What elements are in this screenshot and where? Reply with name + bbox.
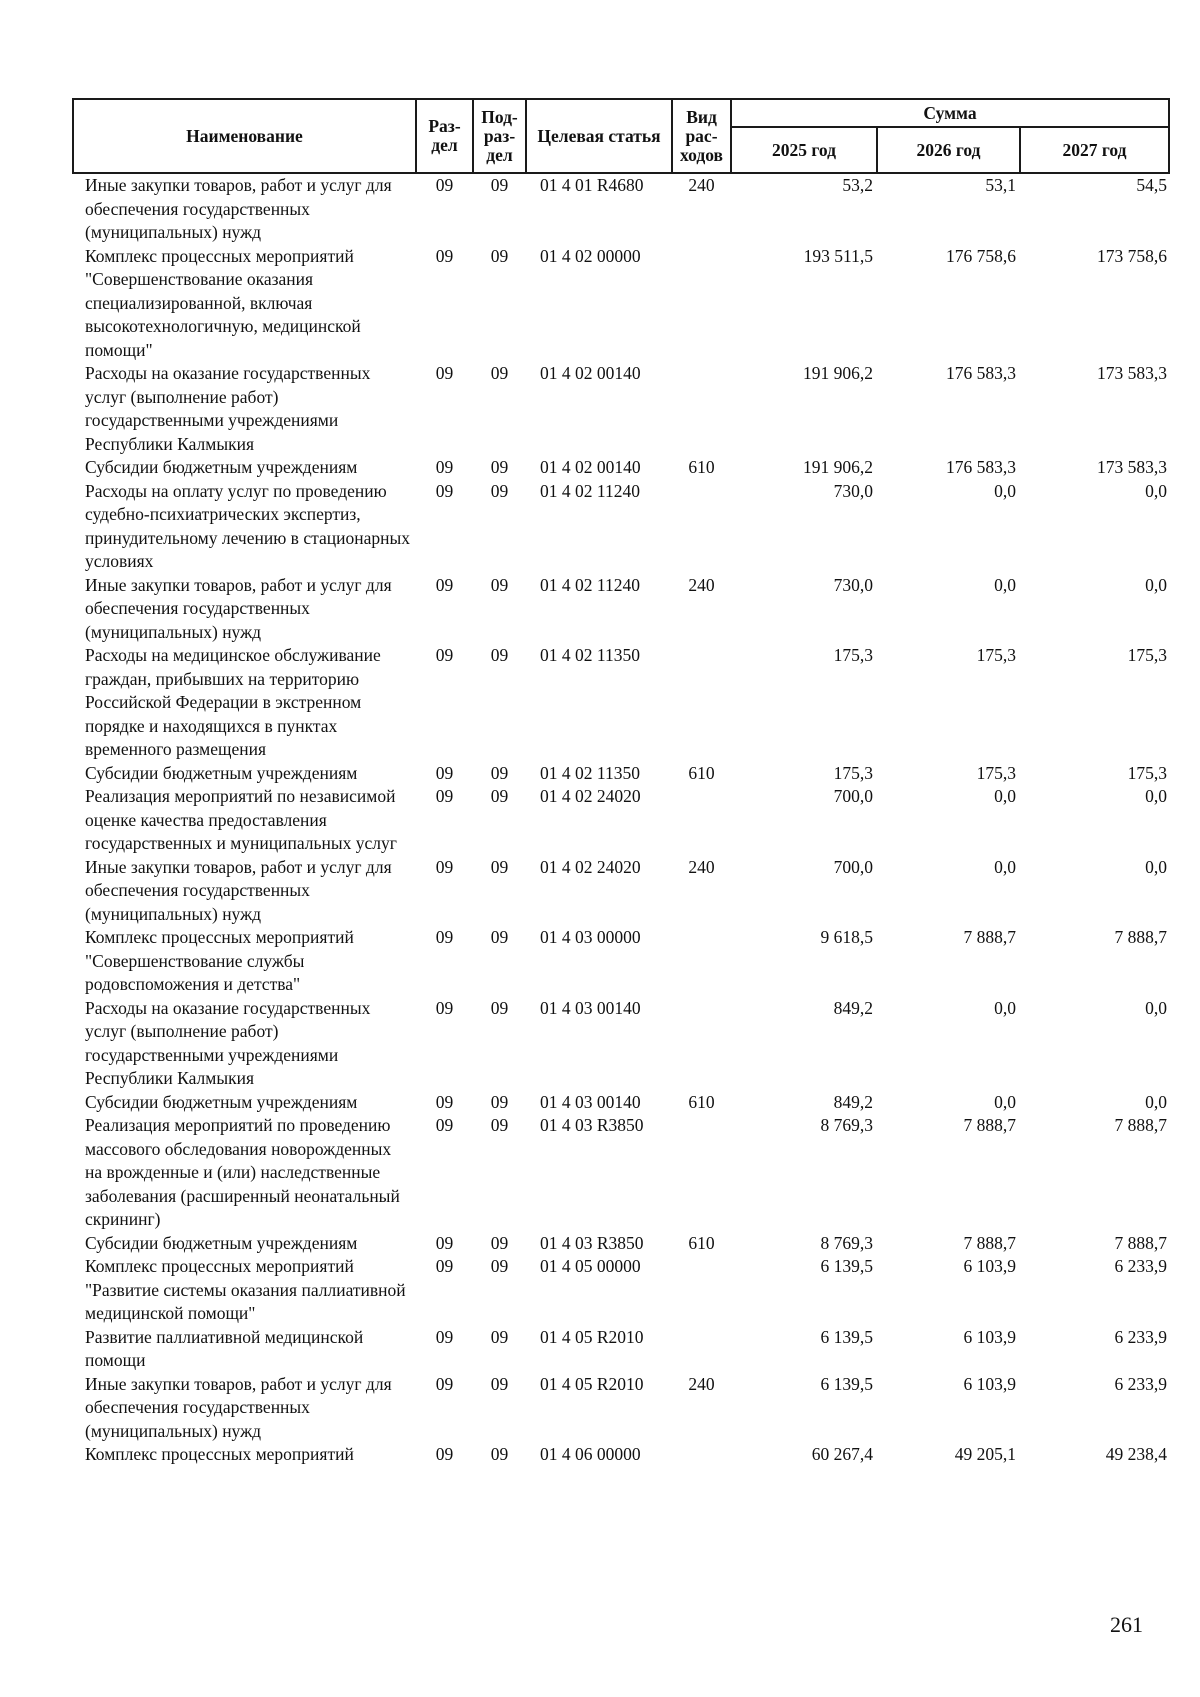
table-row: [73, 574, 1169, 645]
row-razdel: 09: [435, 457, 454, 477]
row-sum-2027: 6 233,9: [1114, 1373, 1167, 1394]
header-year-2025: 2025 год: [731, 127, 877, 173]
row-vid-rashodov: 240: [688, 856, 715, 877]
row-vid-rashodov: [672, 997, 731, 1091]
row-sum-2027: 0,0: [1145, 574, 1167, 595]
row-sum-2027: 173 583,3: [1097, 457, 1167, 477]
table-row: [73, 1114, 1169, 1232]
row-razdel: 09: [435, 1326, 454, 1347]
row-sum-2026: 6 103,9: [963, 1373, 1016, 1394]
header-name: Наименование: [73, 99, 416, 173]
row-celevaya-statya: 01 4 02 00140: [540, 457, 641, 477]
row-name: Комплекс процессных мероприятий: [85, 1444, 354, 1464]
row-sum-2027: 175,3: [1127, 645, 1167, 665]
row-sum-2027: 49 238,4: [1105, 1444, 1167, 1464]
table-row: [73, 856, 1169, 927]
row-sum-2027: 7 888,7: [1114, 927, 1167, 947]
row-sum-2027: 0,0: [1145, 997, 1167, 1018]
row-razdel: 09: [435, 245, 454, 266]
row-celevaya-statya: 01 4 05 R2010: [540, 1373, 644, 1394]
table-row: [73, 1443, 1169, 1467]
row-razdel: 09: [435, 175, 454, 195]
row-podrazdel: 09: [490, 245, 509, 266]
row-sum-2025: 6 139,5: [820, 1373, 873, 1394]
row-sum-2026: 0,0: [994, 480, 1016, 501]
table-row: [73, 1255, 1169, 1326]
row-sum-2027: 0,0: [1145, 856, 1167, 877]
table-row: [73, 245, 1169, 363]
row-celevaya-statya: 01 4 05 00000: [540, 1256, 641, 1276]
row-celevaya-statya: 01 4 03 00140: [540, 997, 641, 1018]
row-sum-2027: 173 758,6: [1097, 245, 1167, 266]
row-podrazdel: 09: [490, 1256, 509, 1276]
row-celevaya-statya: 01 4 03 R3850: [540, 1232, 644, 1253]
row-name: Комплекс процессных мероприятий "Развитие системы оказания паллиативной медицинской помощи": [85, 1256, 406, 1323]
row-celevaya-statya: 01 4 06 00000: [540, 1444, 641, 1464]
table-row: [73, 644, 1169, 762]
table-row: [73, 762, 1169, 786]
row-name: Расходы на оплату услуг по проведению судебно-психиатрических экспертиз, принудительному лечению в стационарных условиях: [85, 480, 410, 571]
row-celevaya-statya: 01 4 03 R3850: [540, 1115, 644, 1135]
row-podrazdel: 09: [490, 762, 509, 783]
row-sum-2027: 54,5: [1136, 175, 1167, 195]
row-name: Субсидии бюджетным учреждениям: [85, 457, 358, 477]
row-sum-2026: 176 583,3: [946, 363, 1016, 383]
row-podrazdel: 09: [490, 1373, 509, 1394]
row-vid-rashodov: 610: [688, 1091, 715, 1112]
row-name: Субсидии бюджетным учреждениям: [85, 1232, 358, 1253]
row-vid-rashodov: 240: [688, 1373, 715, 1394]
row-name: Реализация мероприятий по проведению массового обследования новорожденных на врожденные и (или) наследственные заболевания (расширенный неонатальный скрининг): [85, 1115, 400, 1229]
row-celevaya-statya: 01 4 01 R4680: [540, 175, 644, 195]
row-podrazdel: 09: [490, 1232, 509, 1253]
row-razdel: 09: [435, 1091, 454, 1112]
row-celevaya-statya: 01 4 05 R2010: [540, 1326, 644, 1347]
row-celevaya-statya: 01 4 03 00000: [540, 927, 641, 947]
row-sum-2026: 0,0: [994, 997, 1016, 1018]
row-vid-rashodov: [672, 480, 731, 574]
row-vid-rashodov: [672, 1326, 731, 1373]
row-sum-2027: 0,0: [1145, 480, 1167, 501]
row-vid-rashodov: [672, 1255, 731, 1326]
row-razdel: 09: [435, 363, 454, 383]
row-vid-rashodov: [672, 644, 731, 762]
row-sum-2025: 9 618,5: [820, 927, 873, 947]
row-razdel: 09: [435, 574, 454, 595]
row-razdel: 09: [435, 1373, 454, 1394]
row-podrazdel: 09: [490, 927, 509, 947]
header-podrazdel: Под- раз- дел: [473, 99, 526, 173]
row-sum-2025: 730,0: [833, 574, 873, 595]
row-sum-2027: 6 233,9: [1114, 1256, 1167, 1276]
row-podrazdel: 09: [490, 457, 509, 477]
row-name: Расходы на оказание государственных услуг (выполнение работ) государственными учреждениями Республики Калмыкия: [85, 997, 371, 1088]
row-vid-rashodov: 240: [688, 175, 715, 195]
row-vid-rashodov: [672, 926, 731, 997]
row-celevaya-statya: 01 4 02 00140: [540, 363, 641, 383]
table-row: [73, 1326, 1169, 1373]
row-podrazdel: 09: [490, 1444, 509, 1464]
table-row: [73, 456, 1169, 480]
row-sum-2025: 60 267,4: [811, 1444, 873, 1464]
row-sum-2025: 700,0: [833, 786, 873, 806]
row-sum-2025: 53,2: [842, 175, 873, 195]
row-razdel: 09: [435, 645, 454, 665]
row-podrazdel: 09: [490, 574, 509, 595]
row-name: Субсидии бюджетным учреждениям: [85, 1091, 358, 1112]
table-row: [73, 1373, 1169, 1444]
row-sum-2025: 6 139,5: [820, 1256, 873, 1276]
row-sum-2026: 6 103,9: [963, 1256, 1016, 1276]
row-sum-2025: 193 511,5: [803, 245, 873, 266]
row-podrazdel: 09: [490, 786, 509, 806]
row-podrazdel: 09: [490, 997, 509, 1018]
row-sum-2027: 173 583,3: [1097, 363, 1167, 383]
table-row: [73, 785, 1169, 856]
row-name: Развитие паллиативной медицинской помощи: [85, 1326, 364, 1370]
row-celevaya-statya: 01 4 02 11240: [540, 574, 640, 595]
row-sum-2026: 6 103,9: [963, 1326, 1016, 1347]
row-sum-2025: 700,0: [833, 856, 873, 877]
row-sum-2025: 849,2: [833, 997, 873, 1018]
budget-table: [72, 98, 1170, 1467]
row-razdel: 09: [435, 1444, 454, 1464]
row-sum-2026: 0,0: [994, 786, 1016, 806]
row-sum-2025: 8 769,3: [820, 1232, 873, 1253]
header-year-2026: 2026 год: [877, 127, 1020, 173]
row-name: Комплекс процессных мероприятий "Совершенствование службы родовспоможения и детства": [85, 927, 354, 994]
header-vid-rashodov: Вид рас- ходов: [672, 99, 731, 173]
row-sum-2025: 191 906,2: [803, 457, 873, 477]
table-body: [73, 173, 1169, 1467]
header-razdel: Раз- дел: [416, 99, 473, 173]
row-podrazdel: 09: [490, 856, 509, 877]
row-sum-2026: 0,0: [994, 856, 1016, 877]
row-celevaya-statya: 01 4 02 11240: [540, 480, 640, 501]
row-podrazdel: 09: [490, 1091, 509, 1112]
row-sum-2026: 7 888,7: [963, 1115, 1016, 1135]
row-sum-2027: 7 888,7: [1114, 1115, 1167, 1135]
row-razdel: 09: [435, 997, 454, 1018]
row-name: Комплекс процессных мероприятий "Совершенствование оказания специализированной, включая высокотехнологичную, медицинской помощи": [85, 245, 361, 360]
row-sum-2025: 849,2: [833, 1091, 873, 1112]
row-vid-rashodov: [672, 1443, 731, 1467]
row-vid-rashodov: [672, 245, 731, 363]
row-sum-2026: 175,3: [976, 762, 1016, 783]
row-sum-2026: 49 205,1: [954, 1444, 1016, 1464]
page-number: 261: [1110, 1612, 1143, 1637]
table-row: [73, 926, 1169, 997]
row-sum-2026: 7 888,7: [963, 1232, 1016, 1253]
row-razdel: 09: [435, 1256, 454, 1276]
row-podrazdel: 09: [490, 480, 509, 501]
row-name: Субсидии бюджетным учреждениям: [85, 762, 358, 783]
row-celevaya-statya: 01 4 02 24020: [540, 856, 641, 877]
row-sum-2026: 7 888,7: [963, 927, 1016, 947]
row-celevaya-statya: 01 4 02 11350: [540, 762, 640, 783]
row-sum-2026: 176 583,3: [946, 457, 1016, 477]
table-row: [73, 1232, 1169, 1256]
row-celevaya-statya: 01 4 02 00000: [540, 245, 641, 266]
row-vid-rashodov: [672, 362, 731, 456]
row-razdel: 09: [435, 762, 454, 783]
row-sum-2025: 175,3: [833, 762, 873, 783]
row-podrazdel: 09: [490, 1326, 509, 1347]
row-razdel: 09: [435, 786, 454, 806]
table-row: [73, 362, 1169, 456]
row-name: Расходы на оказание государственных услуг (выполнение работ) государственными учреждениями Республики Калмыкия: [85, 363, 371, 454]
row-celevaya-statya: 01 4 03 00140: [540, 1091, 641, 1112]
table-header: [73, 99, 1169, 173]
row-name: Иные закупки товаров, работ и услуг для обеспечения государственных (муниципальных) нужд: [85, 1373, 392, 1441]
row-vid-rashodov: 610: [688, 1232, 715, 1253]
row-sum-2025: 191 906,2: [803, 363, 873, 383]
row-sum-2027: 7 888,7: [1114, 1232, 1167, 1253]
row-sum-2025: 8 769,3: [820, 1115, 873, 1135]
header-year-2027: 2027 год: [1020, 127, 1169, 173]
table-row: [73, 1091, 1169, 1115]
row-sum-2027: 6 233,9: [1114, 1326, 1167, 1347]
row-sum-2026: 176 758,6: [946, 245, 1016, 266]
row-razdel: 09: [435, 927, 454, 947]
row-sum-2026: 53,1: [985, 175, 1016, 195]
row-sum-2027: 0,0: [1145, 1091, 1167, 1112]
header-celevaya-statya: Целевая статья: [526, 99, 672, 173]
row-vid-rashodov: 610: [688, 457, 715, 477]
row-podrazdel: 09: [490, 1115, 509, 1135]
row-sum-2026: 0,0: [994, 574, 1016, 595]
row-podrazdel: 09: [490, 175, 509, 195]
header-summa: Сумма: [731, 99, 1169, 127]
row-celevaya-statya: 01 4 02 11350: [540, 645, 640, 665]
row-vid-rashodov: 240: [688, 574, 715, 595]
row-podrazdel: 09: [490, 363, 509, 383]
row-name: Иные закупки товаров, работ и услуг для обеспечения государственных (муниципальных) нужд: [85, 856, 392, 924]
row-vid-rashodov: 610: [688, 762, 715, 783]
table-row: [73, 997, 1169, 1091]
row-sum-2026: 0,0: [994, 1091, 1016, 1112]
row-name: Иные закупки товаров, работ и услуг для обеспечения государственных (муниципальных) нужд: [85, 175, 392, 242]
row-name: Расходы на медицинское обслуживание граждан, прибывших на территорию Российской Федерации в экстренном порядке и находящихся в пунктах временного размещения: [85, 645, 381, 759]
table-row: [73, 480, 1169, 574]
row-sum-2026: 175,3: [976, 645, 1016, 665]
row-sum-2025: 175,3: [833, 645, 873, 665]
row-razdel: 09: [435, 480, 454, 501]
row-celevaya-statya: 01 4 02 24020: [540, 786, 641, 806]
row-name: Иные закупки товаров, работ и услуг для обеспечения государственных (муниципальных) нужд: [85, 574, 392, 642]
row-vid-rashodov: [672, 785, 731, 856]
row-sum-2025: 730,0: [833, 480, 873, 501]
row-vid-rashodov: [672, 1114, 731, 1232]
row-razdel: 09: [435, 856, 454, 877]
row-sum-2025: 6 139,5: [820, 1326, 873, 1347]
row-name: Реализация мероприятий по независимой оценке качества предоставления государственных и муниципальных услуг: [85, 786, 397, 853]
row-razdel: 09: [435, 1115, 454, 1135]
row-razdel: 09: [435, 1232, 454, 1253]
row-podrazdel: 09: [490, 645, 509, 665]
table-row: [73, 173, 1169, 245]
row-sum-2027: 175,3: [1127, 762, 1167, 783]
row-sum-2027: 0,0: [1145, 786, 1167, 806]
